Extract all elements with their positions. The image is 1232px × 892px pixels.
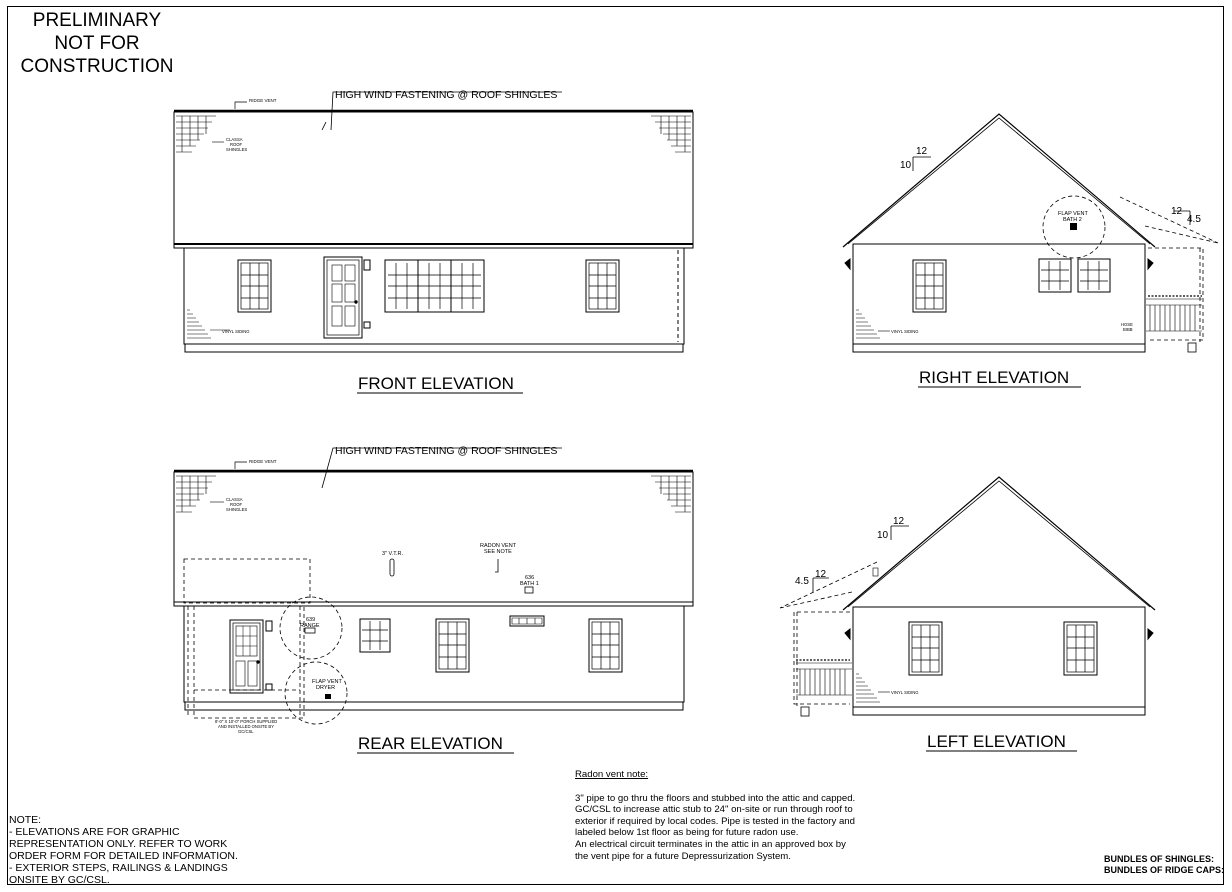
front-shingles-label-3: SHINGLES [226,147,248,152]
radon-vent-label-1: RADON VENT [480,543,517,549]
left-pitch-rise: 10 [877,530,889,541]
radon-vent-pipe [495,559,498,572]
hose-bibb-label-1: HOSE [1121,322,1133,327]
radon-note-line: GC/CSL to increase attic stub to 24" on-site or run through roof to [575,804,853,816]
porch-label-3: GC/CSL [238,729,254,734]
rear-eave-fascia [174,602,693,606]
stamp-line-2: NOT FOR [54,33,140,54]
range-label-1: 639 [306,617,316,623]
note-line: ORDER FORM FOR DETAILED INFORMATION. [9,850,238,862]
rear-foundation [185,702,683,710]
radon-note-line: labeled below 1st floor as being for future radon use. [575,827,799,839]
front-shingles-label-1: CLASSA [226,137,243,142]
front-elevation-title: FRONT ELEVATION [358,374,514,393]
stamp-line-3: CONSTRUCTION [20,56,174,77]
right-window-left [913,260,946,312]
shingle-texture-right [651,116,691,152]
bundles-info [1104,854,1224,876]
bath1-label-2: BATH 1 [520,581,539,587]
rear-door [230,620,263,693]
rear-window-left [436,619,469,672]
rear-window-transom [510,616,544,626]
left-porch-pitch-run: 12 [815,569,827,580]
left-pitch-run: 12 [893,516,905,527]
vtr-pipe [390,559,394,576]
left-light-left [845,629,850,639]
front-shingles-label-2: ROOF [230,142,243,147]
front-window-triple [385,260,484,312]
note-line: - EXTERIOR STEPS, RAILINGS & LANDINGS [9,862,228,874]
front-door [324,257,362,338]
left-window-right [1064,622,1097,675]
front-ridge-vent-label: RIDGE VENT [249,98,277,103]
rear-elevation [174,445,693,753]
note-line: - ELEVATIONS ARE FOR GRAPHIC [9,826,180,838]
radon-note-line: An electrical circuit terminates in the attic in an approved box by [575,838,846,850]
rear-elevation-title: REAR ELEVATION [358,734,503,753]
right-elevation [843,114,1218,387]
bundles-ridge-caps-label: BUNDLES OF RIDGE CAPS: [1104,865,1225,875]
shingle-texture-left [176,116,216,152]
left-elevation-title: LEFT ELEVATION [927,732,1066,751]
rear-porch-roof [184,559,310,603]
bath2-vent-label-2: BATH 2 [1063,217,1082,223]
right-porch-roof [1120,197,1218,243]
right-vinyl-siding-label: VINYL SIDING [891,329,919,334]
right-light-left [845,259,850,269]
rear-shingles-label-1: CLASSA [226,497,243,502]
left-porch-railing [796,660,852,695]
bath1-label-1: 636 [525,575,535,581]
radon-note-title: Radon vent note: [575,769,649,780]
right-pitch-run: 12 [916,146,928,157]
left-vinyl-siding-label: VINYL SIDING [891,690,919,695]
dryer-vent-circle [285,662,347,724]
note-line: NOTE: [9,814,42,826]
range-label-2: RANGE [300,623,320,629]
left-foundation [853,707,1145,715]
bath2-vent-label-1: FLAP VENT [1058,211,1088,217]
rear-high-wind-callout: HIGH WIND FASTENING @ ROOF SHINGLES [335,445,558,457]
front-foundation [185,344,683,352]
radon-note-line: exterior if required by local codes. Pipe is tested in the factory and [575,815,855,827]
left-elevation [780,477,1155,751]
left-porch-pitch-rise: 4.5 [795,576,809,587]
note-line: REPRESENTATION ONLY. REFER TO WORK [9,838,228,850]
note-line: ONSITE BY GC/CSL. [9,874,110,886]
front-outlet [364,322,370,328]
radon-note-line: 3" pipe to go thru the floors and stubbed into the attic and capped. [575,792,856,804]
rear-window-right [589,619,622,672]
right-foundation [853,344,1145,352]
radon-vent-note [575,769,905,862]
left-roof-outline [843,477,1155,610]
rear-ridge-vent-label: RIDGE VENT [249,459,277,464]
right-pitch-rise: 10 [900,160,912,171]
right-light-right [1148,259,1153,269]
rear-shingles-label-3: SHINGLES [226,507,248,512]
right-porch-pitch-rise: 4.5 [1187,214,1201,225]
front-elevation [174,89,693,393]
right-elevation-title: RIGHT ELEVATION [919,368,1070,387]
general-notes [9,814,259,886]
hose-bibb-label-2: BIBB [1123,327,1133,332]
vtr-label: 3" V.T.R. [382,551,404,557]
stamp-line-1: PRELIMINARY [32,10,162,31]
front-window-left [238,260,271,312]
right-window-pair [1039,259,1110,292]
front-light-fixture [364,260,370,270]
porch-label-1: 8'-0" X 10'-0" PORCH SUPPLIED [215,719,278,724]
radon-vent-label-2: SEE NOTE [484,549,512,555]
front-high-wind-callout: HIGH WIND FASTENING @ ROOF SHINGLES [335,89,558,101]
front-vinyl-siding-label: VINYL SIDING [222,329,250,334]
left-window-left [909,622,942,675]
left-light-right [1148,629,1153,639]
rear-shingles-label-2: ROOF [230,502,243,507]
right-roof-outline [843,114,1155,247]
dryer-label-2: DRYER [316,685,336,691]
right-porch-pitch-run: 12 [1171,206,1183,217]
vinyl-siding-hatch [187,310,211,338]
front-window-right [586,260,619,312]
bath1-fan [525,587,533,593]
radon-note-line: the vent pipe for a future Depressurization System. [575,850,791,862]
front-roof [174,112,693,244]
porch-label-2: AND INSTALLED ONSITE BY [218,724,275,729]
rear-roof [174,472,693,602]
rear-window-small [360,619,390,652]
dryer-label-1: FLAP VENT [312,679,342,685]
bundles-shingles-label: BUNDLES OF SHINGLES: [1104,854,1215,864]
right-porch-railing [1146,296,1202,331]
